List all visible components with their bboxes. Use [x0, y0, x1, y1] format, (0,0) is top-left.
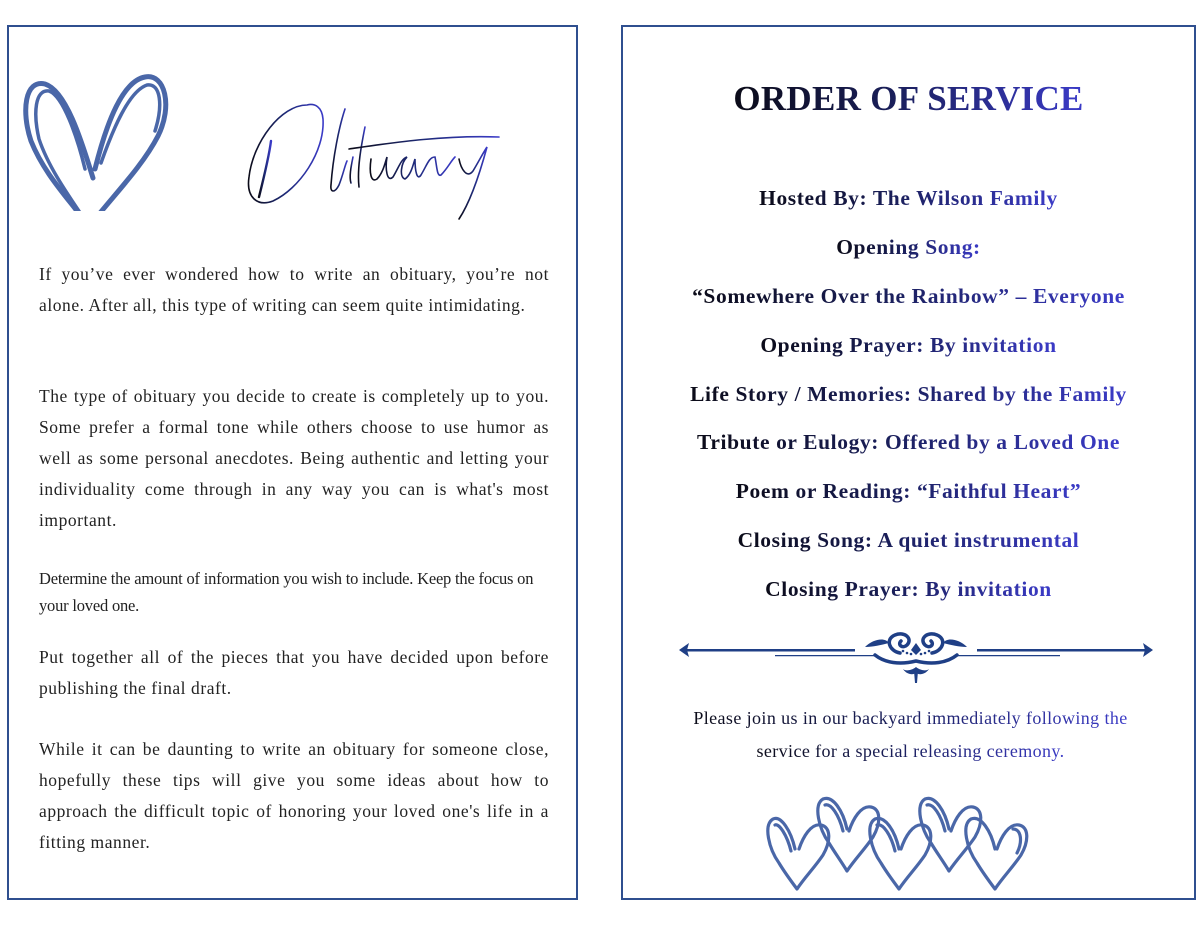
obituary-panel — [7, 25, 578, 900]
closing-paragraph: While it can be daunting to write an obituary for someone close, hopefully these tips will give you some ideas about how to approach the difficult topic of honoring your loved one's life in a fitting manner. — [39, 739, 549, 852]
list-item-life-story: Life Story / Memories: Shared by the Family — [623, 370, 1194, 419]
script-title-obituary — [241, 97, 511, 222]
list-item-hosted-by: Hosted By: The Wilson Family — [623, 174, 1194, 223]
page-title: ORDER OF SERVICE — [733, 79, 1084, 118]
heart-icon — [23, 51, 173, 211]
information-paragraph: Determine the amount of information you wish to include. Keep the focus on your loved one. — [39, 569, 534, 615]
intro-paragraph: If you’ve ever wondered how to write an obituary, you’re not alone. After all, this type of writing can seem quite intimidating. — [39, 264, 549, 315]
linked-hearts-icon — [765, 789, 1030, 894]
invitation-text: Please join us in our backyard immediately following the service for a special releasing ceremony. — [643, 702, 1178, 768]
tone-paragraph: The type of obituary you decide to create is completely up to you. Some prefer a formal tone while others choose to use humor as well as some personal anecdotes. Being authentic and letting your individuality come through in any way you can is what's most important. — [39, 386, 549, 530]
list-item-opening-song-title: “Somewhere Over the Rainbow” – Everyone — [623, 272, 1194, 321]
list-item-tribute: Tribute or Eulogy: Offered by a Loved One — [623, 418, 1194, 467]
list-item-closing-prayer: Closing Prayer: By invitation — [623, 565, 1194, 614]
list-item-opening-song: Opening Song: — [623, 223, 1194, 272]
list-item-poem: Poem or Reading: “Faithful Heart” — [623, 467, 1194, 516]
list-item-closing-song: Closing Song: A quiet instrumental — [623, 516, 1194, 565]
service-program-list — [623, 174, 1194, 614]
ornamental-divider-icon — [675, 625, 1157, 687]
order-of-service-panel — [621, 25, 1196, 900]
final-draft-paragraph: Put together all of the pieces that you have decided upon before publishing the final draft. — [39, 647, 549, 698]
list-item-opening-prayer: Opening Prayer: By invitation — [623, 321, 1194, 370]
